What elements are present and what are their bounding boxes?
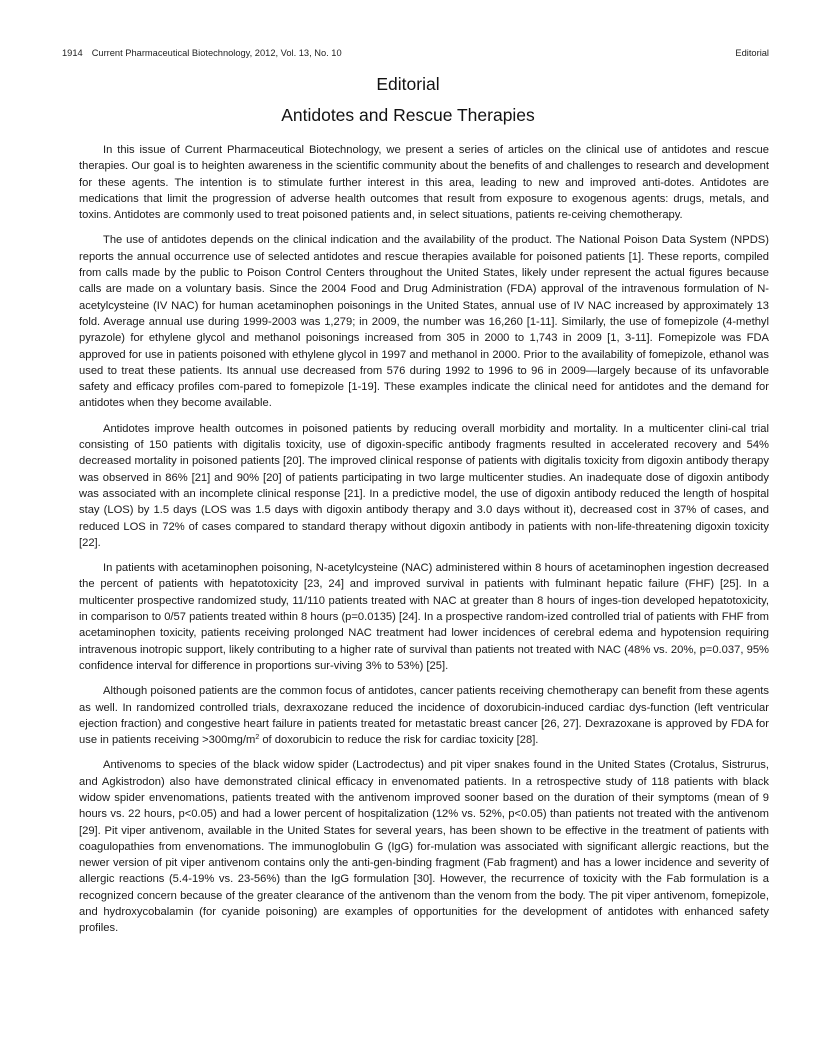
journal-citation: Current Pharmaceutical Biotechnology, 2012, Vol. 13, No. 10: [91, 48, 342, 58]
section-label: Editorial: [735, 48, 769, 58]
paragraph-dexrazoxane: [79, 683, 769, 748]
running-head: [62, 48, 769, 58]
article-body: [79, 142, 769, 946]
article-title: Antidotes and Rescue Therapies: [281, 105, 535, 125]
paragraph-npds-usage: The use of antidotes depends on the clinical indication and the availability of the product. The National Poison Data System (NPDS) reports the annual occurrence use of selected antidotes and rescue therapies available for poisoned patients [1]. These reports, compiled from calls made by the public to Poison Control Centers throughout the United States, likely under represent the actual figures because calls are made on a voluntary basis. Since the 2004 Food and Drug Administration (FDA) approval of the intravenous formulation of N-acetylcysteine (IV NAC) for human acetaminophen poisonings in the United States, annual use of IV NAC increased by approximately 13 fold. Average annual use during 1999-2003 was 1,279; in 2009, the number was 16,260 [1-11]. Similarly, the use of fomepizole (4-methyl pyrazole) for ethylene glycol and methanol poisonings increased from 305 in 2000 to 1,743 in 2009 [1, 3-11]. Fomepizole was FDA approved for use in patients poisoned with ethylene glycol in 1997 and methanol in 2000. Prior to the availability of fomepizole, ethanol was used to treat these patients. Its annual use decreased from 576 during 1992 to 1996 to 96 in 2009—largely because of its unfavorable safety and efficacy profiles com-pared to fomepizole [1-19]. These examples indicate the clinical need for antidotes and the demand for antidotes when they become available.: [79, 234, 769, 410]
paragraph-nac: In patients with acetaminophen poisoning, N-acetylcysteine (NAC) administered within 8 hours of acetaminophen ingestion decreased the percent of patients with hepatotoxicity [23, 24] and improved survival in patients with fulminant hepatic failure (FHF) [25]. In a multicenter prospective randomized study, 11/110 patients treated with NAC at greater than 8 hours of inges-tion developed hepatotoxicity, in comparison to 0/57 patients treated within 8 hours (p=0.0135) [24]. In a prospective random-ized controlled trial of patients with FHF from acetaminophen toxicity, patients receiving prolonged NAC treatment had lower incidences of cerebral edema and hypotension requiring intravenous inotropic support, likely contributing to a higher rate of survival than patients not treated with NAC (48% vs. 20%, p=0.037, 95% confidence interval for difference in proportions sur-viving 3% to 53%) [25].: [79, 562, 769, 672]
dexrazoxane-text-2: of doxorubicin to reduce the risk for cardiac toxicity [28].: [259, 734, 539, 747]
section-title: Editorial: [376, 74, 440, 94]
dexrazoxane-text-1: Although poisoned patients are the common focus of antidotes, cancer patients receiving chemotherapy can benefit from these agents as well. In randomized controlled trials, dexraxozane reduced the incidence of doxorubicin-induced cardiac dys-function (left ventricular ejection fraction) and congestive heart failure in patients treated for metastatic breast cancer [26, 27]. Dexrazoxane is approved by FDA for use in patients receiving >300mg/m: [79, 685, 769, 747]
paragraph-antivenoms: Antivenoms to species of the black widow spider (Lactrodectus) and pit viper snakes found in the United States (Crotalus, Sistrurus, and Agkistrodon) also have demonstrated clinical efficacy in envenomated patients. In a retrospective study of 118 patients with black widow spider envenomations, patients treated with the antivenom improved sooner based on the duration of their symptoms (mean of 9 hours vs. 22 hours, p<0.05) and had a lower percent of hospitalization (12% vs. 52%, p<0.05) than patients not treated with the antivenom [29]. Pit viper antivenom, available in the United States for several years, has been shown to be effective in the treatment of patients with coagulopathies from envenomations. The immunoglobulin G (IgG) for-mulation was associated with significant allergic reactions, but the newer version of pit viper antivenom contains only the anti-gen-binding fragment (Fab fragment) and has a lower incidence and severity of allergic reactions (5.4-19% vs. 23-56%) than the IgG formulation [30]. However, the recurrence of toxicity with the Fab formulation is a recognized concern because of the greater clearance of the antivenom than the venom from the body. The pit viper antivenom, fomepizole, and hydroxycobalamin (for cyanide poisoning) are examples of opportunities for the development of antidotes with enhanced safety profiles.: [79, 759, 769, 935]
paragraph-intro: In this issue of Current Pharmaceutical Biotechnology, we present a series of articles on the clinical use of antidotes and rescue therapies. Our goal is to heighten awareness in the scientific community about the benefits of and challenges to research and development for these agents. The intention is to stimulate further interest in this area, leading to new and improved anti-dotes. Antidotes are medications that limit the progression of adverse health outcomes that result from exposure to exogenous agents: drugs, metals, and toxins. Antidotes are commonly used to treat poisoned patients and, in select situations, patients re-ceiving chemotherapy.: [79, 144, 769, 222]
running-head-left: [62, 48, 342, 58]
page-number: 1914: [62, 48, 83, 58]
superscript: 2: [255, 734, 260, 742]
paragraph-digoxin: Antidotes improve health outcomes in poisoned patients by reducing overall morbidity and mortality. In a multicenter clini-cal trial consisting of 150 patients with digitalis toxicity, use of digoxin-specific antibody fragments resulted in accelerated recovery and 54% decreased mortality in poisoned patients [20]. The improved clinical response of patients with digitalis toxicity from digoxin antibody therapy was observed in 86% [21] and 90% [20] of patients participating in two large multicenter studies. An inadequate dose of digoxin antibody was associated with an incomplete clinical response [21]. In a predictive model, the use of digoxin antibody reduced the length of hospital stay (LOS) by 1.5 days (LOS was 1.5 days with digoxin antibody therapy and 3.0 days without it), decreased cost in 37% of cases, and reduced LOS in 72% of cases compared to standard therapy without digoxin antibody in patients with non-life-threatening digoxin toxicity [22].: [79, 422, 769, 549]
